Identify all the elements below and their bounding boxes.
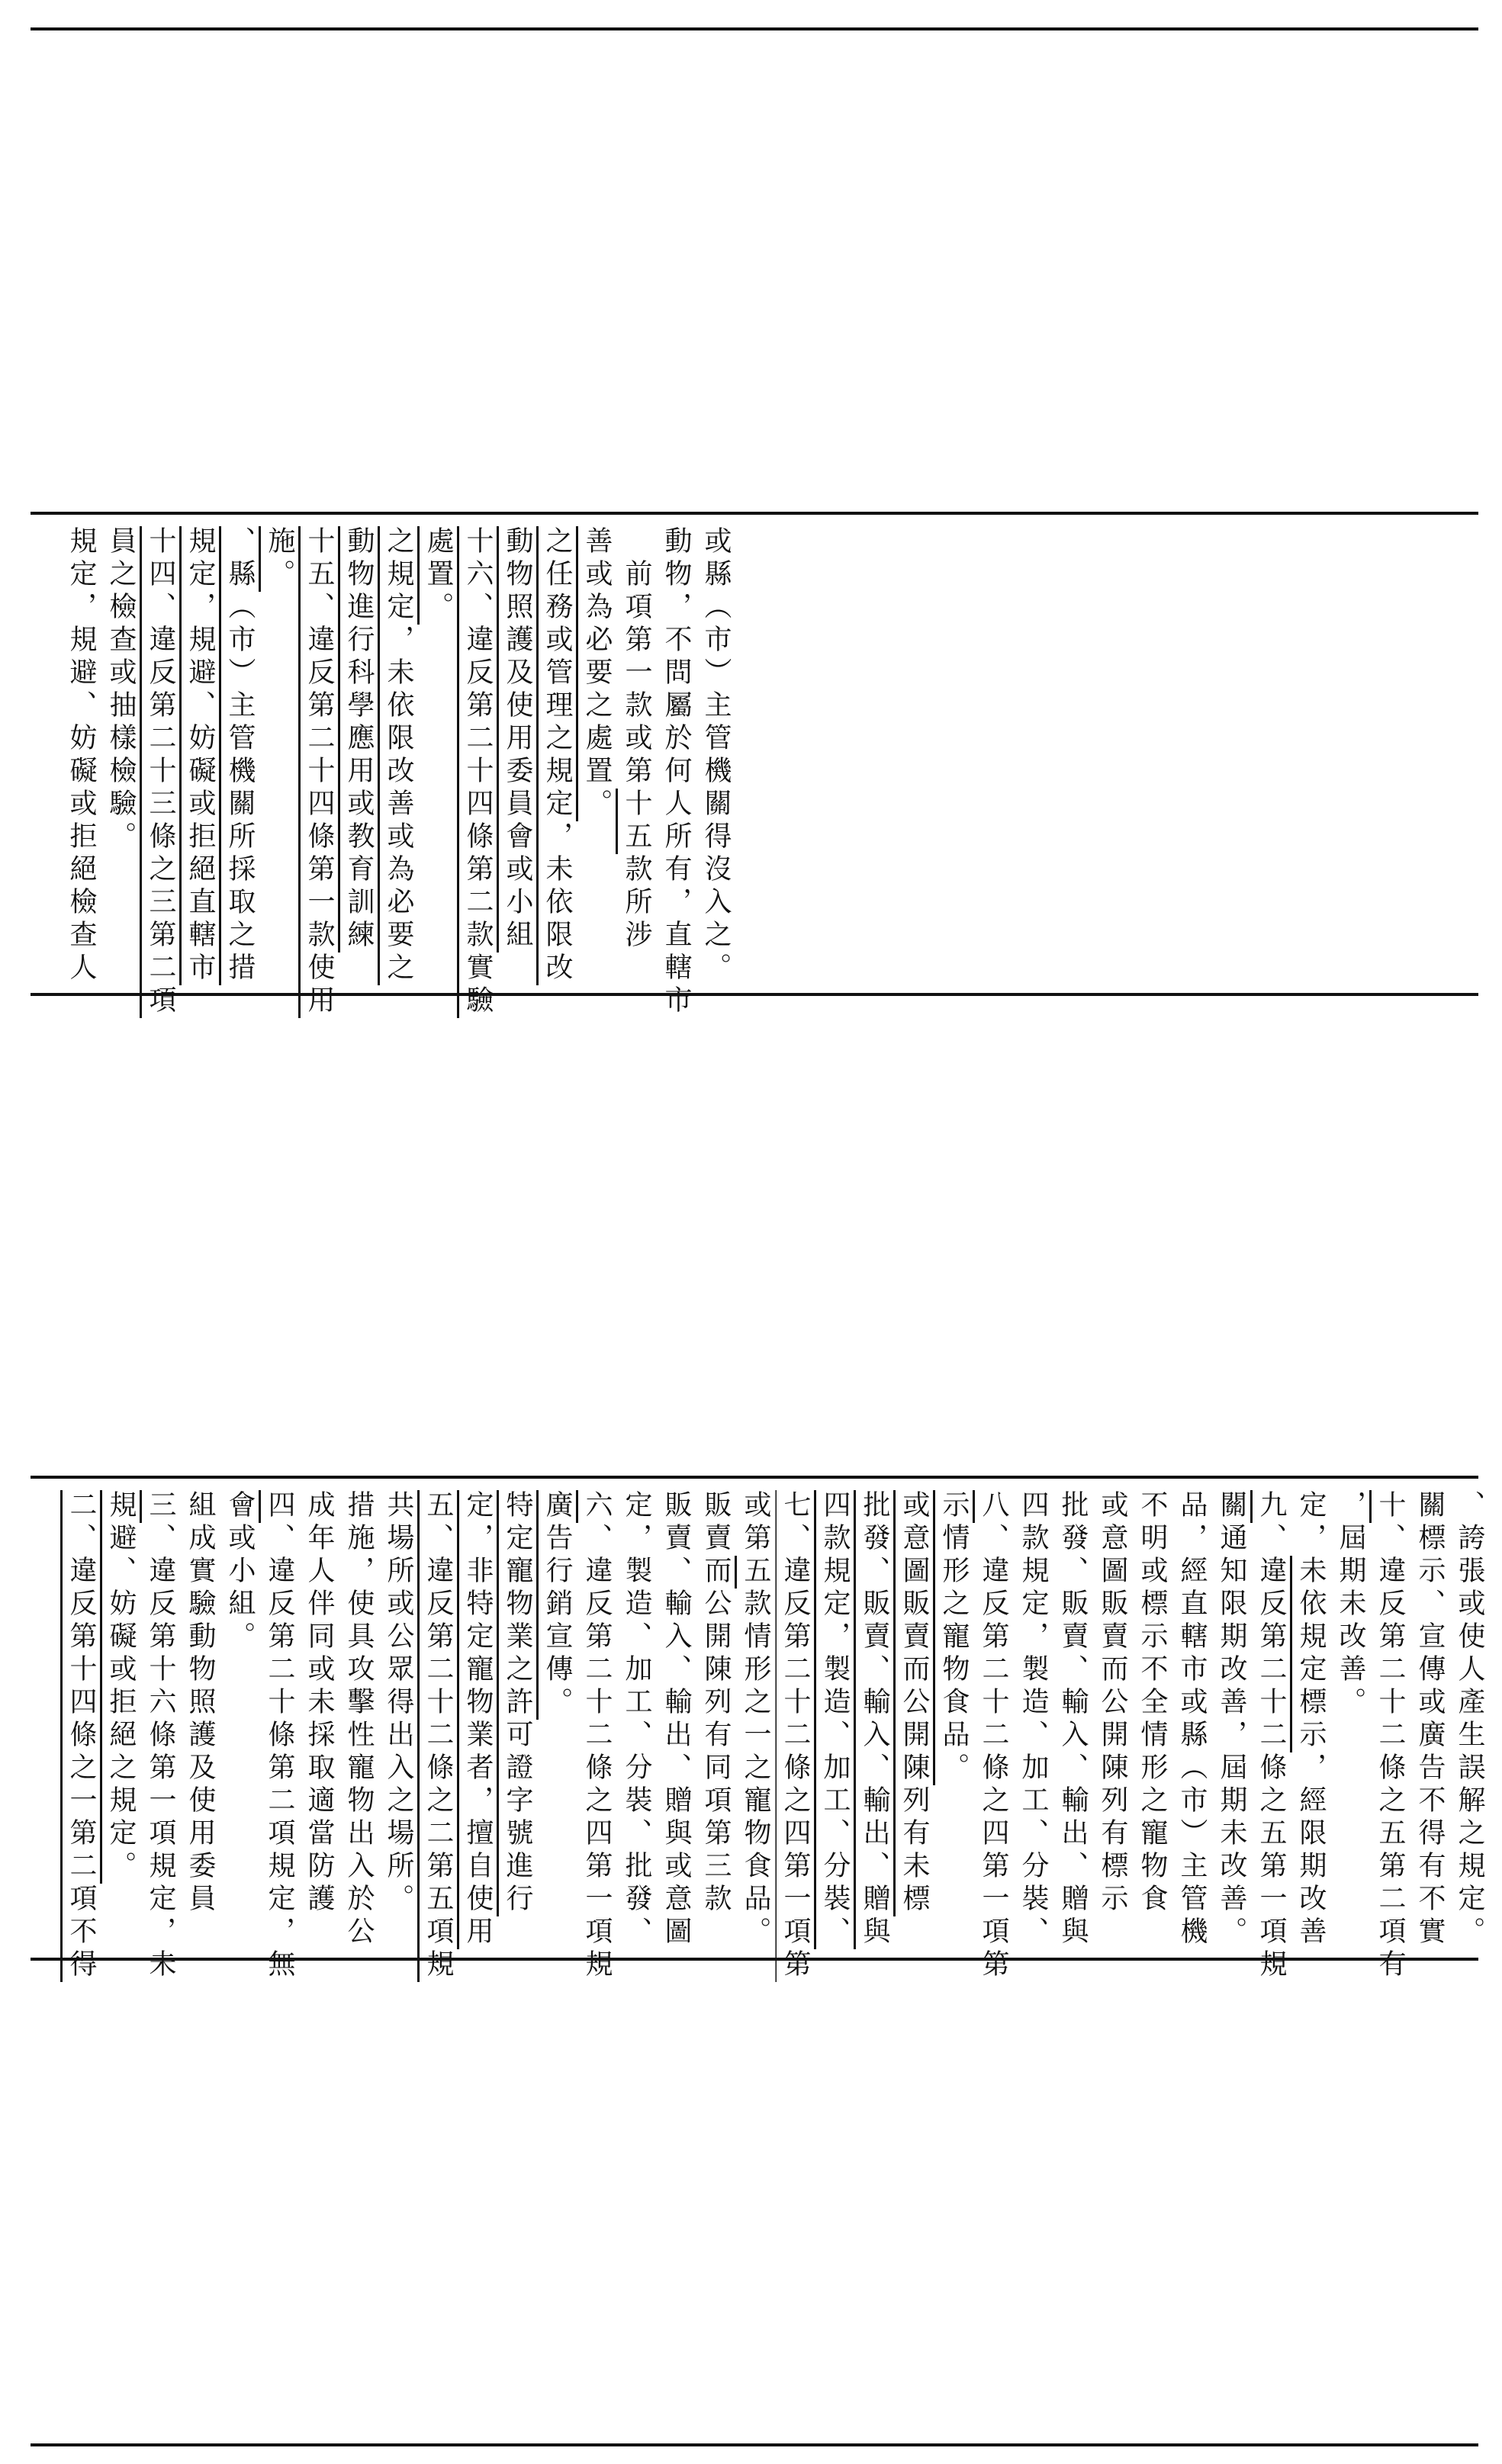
text-line (101, 1490, 140, 1948)
text-segment: 四款規定，製造、加工、分裝、 (1018, 1490, 1049, 1949)
text-segment: 八 (978, 1490, 1009, 1523)
text-segment: 未依規定標示 (1295, 1556, 1327, 1752)
text-line (418, 526, 458, 984)
upper-text-block (61, 526, 735, 1018)
text-line (775, 1490, 815, 1982)
text-line (1013, 1490, 1053, 1948)
text-segment: 、違反第二十二條之五第二項有 (1375, 1523, 1406, 1982)
text-line (497, 1490, 537, 1948)
text-line (1449, 1490, 1489, 1948)
text-line (894, 1490, 934, 1948)
text-line (418, 1490, 458, 1982)
lower-text-block (61, 1490, 1489, 1982)
text-segment: 不明或標示不全情形之寵物食 (1137, 1490, 1168, 1916)
text-line (378, 1490, 418, 1948)
text-segment: 動物照護及使用委員會或小組 (502, 526, 533, 953)
text-segment: 關通知限期改善，屆期未改善。 (1216, 1490, 1247, 1949)
text-segment: 規定，規避、妨礙或拒絕直轄市 (185, 526, 216, 985)
text-segment: 或第 (740, 1490, 771, 1556)
rule-top (31, 27, 1478, 31)
text-segment: 七、違反第二十二條之四第一項第 (780, 1490, 811, 1982)
text-segment: 品，經直轄市或縣（市）主管機 (1176, 1490, 1208, 1949)
text-line (1211, 1490, 1251, 1948)
text-segment: 二、違反第十四條之一第二項不得 (66, 1490, 97, 1982)
text-line (1291, 1490, 1330, 1948)
text-segment: 四 (264, 1490, 295, 1523)
text-line (259, 526, 299, 984)
text-line (101, 526, 140, 984)
text-segment: 前項第一款或第 (621, 526, 652, 789)
text-line (656, 526, 696, 1018)
text-segment: 善或為必要之處置。 (581, 526, 613, 821)
text-line (378, 526, 418, 984)
text-line (1132, 1490, 1172, 1948)
text-segment: 之規定，未依限改善或為必要之 (383, 526, 414, 985)
text-segment: 示情形之寵物食品。 (938, 1490, 970, 1785)
text-segment: 販賣、輸入、輸出、贈與或意圖 (661, 1490, 692, 1949)
text-segment: 之任務或管理之規定，未依限改 (542, 526, 573, 985)
text-segment: 款情形之一之寵物食品。 (740, 1589, 771, 1949)
text-segment: 特定寵物業之許可證字號進行 (502, 1490, 533, 1916)
text-segment: 五、違反第二十二條之二第五項規 (423, 1490, 454, 1982)
text-segment: 三 (145, 1490, 176, 1523)
text-line (537, 526, 577, 984)
text-segment: 處置。 (423, 526, 454, 625)
text-segment: 、違反第二十二條之五第一項規 (1256, 1523, 1287, 1982)
text-segment: 措施，使具攻擊性寵物出入於公 (343, 1490, 375, 1949)
text-line (220, 526, 259, 984)
text-segment: 、誇張或使人產生誤解之規定。 (1454, 1490, 1485, 1949)
text-segment: ，屆期未改善。 (1335, 1490, 1366, 1720)
lower-cell (31, 1490, 1485, 1982)
text-line (458, 1490, 497, 1948)
text-segment: 、違反第十六條第一項規定，未 (145, 1523, 176, 1982)
text-segment: 、違反第二十條第二項規定，無 (264, 1523, 295, 1982)
text-segment: 批發、販賣、輸入、輸出、贈與 (859, 1490, 890, 1949)
text-line (616, 526, 656, 984)
text-segment: 批發、販賣、輸入、輸出、贈與 (1057, 1490, 1089, 1949)
text-line (140, 526, 180, 1018)
text-segment: 販賣而公開陳列有同項第三款 (700, 1490, 732, 1916)
text-line (537, 1490, 577, 1948)
text-segment: 、違反第二十二條之四第一項規 (581, 1523, 613, 1982)
upper-cell (31, 526, 1478, 1018)
text-line (140, 1490, 180, 1982)
text-line (934, 1490, 973, 1948)
text-line (299, 1490, 339, 1948)
text-segment: 施。 (264, 526, 295, 592)
text-line (1053, 1490, 1092, 1948)
text-segment: 九 (1256, 1490, 1287, 1523)
text-line (815, 1490, 854, 1948)
text-segment: 或意圖販賣而公開陳列有標示 (1097, 1490, 1128, 1916)
text-segment: 規定，規避、妨礙或拒絕檢查人 (66, 526, 97, 985)
rule-bottom (31, 2443, 1478, 2446)
text-segment: 六 (581, 1490, 613, 1523)
text-line (220, 1490, 259, 1948)
text-segment: 、縣（市）主管機關所採取之措 (224, 526, 256, 985)
text-line (1330, 1490, 1370, 1948)
text-line (458, 526, 497, 1018)
text-line (696, 1490, 735, 1948)
rule-3 (31, 993, 1478, 996)
text-line (1251, 1490, 1291, 1982)
text-segment: 五 (740, 1556, 771, 1589)
text-segment: 動物進行科學應用或教育訓練 (343, 526, 375, 953)
text-line (735, 1490, 775, 1948)
text-segment: 動物，不問屬於何人所有，直轄市 (661, 526, 692, 1018)
text-line (1092, 1490, 1132, 1948)
text-line (1370, 1490, 1410, 1982)
text-segment: 成年人伴同或未採取適當防護 (304, 1490, 335, 1916)
text-line (854, 1490, 894, 1948)
text-segment: 關標示、宣傳或廣告不得有不實 (1414, 1490, 1446, 1949)
text-segment: 員之檢查或抽樣檢驗。 (105, 526, 137, 854)
text-segment: 定， (1295, 1490, 1327, 1556)
text-line (259, 1490, 299, 1982)
text-segment: 規避、妨礙或拒絕之規定。 (105, 1490, 137, 1884)
text-segment: 、違反第二十二條之四第一項第 (978, 1523, 1009, 1982)
text-line (616, 1490, 656, 1948)
text-segment: 組成實驗動物照護及使用委員 (185, 1490, 216, 1916)
text-segment: 會或小組。 (224, 1490, 256, 1654)
rule-2 (31, 512, 1478, 515)
text-line (577, 1490, 616, 1982)
text-line (1172, 1490, 1211, 1948)
text-segment: 款所涉 (621, 854, 652, 953)
text-line (656, 1490, 696, 1948)
text-segment: 十四、違反第二十三條之三第二項 (145, 526, 176, 1018)
text-line (180, 1490, 220, 1948)
text-line (973, 1490, 1013, 1982)
text-segment: 四款規定，製造、加工、分裝、 (819, 1490, 851, 1949)
text-segment: 共場所或公眾得出入之場所。 (383, 1490, 414, 1916)
text-line (339, 1490, 378, 1948)
text-line (696, 526, 735, 984)
text-line (61, 526, 101, 984)
text-segment: 或意圖販賣而公開陳列有未標 (899, 1490, 930, 1916)
text-segment: 或縣（市）主管機關得沒入之。 (700, 526, 732, 985)
text-line (339, 526, 378, 984)
text-segment: 定，製造、加工、分裝、批發、 (621, 1490, 652, 1949)
text-line (497, 526, 537, 984)
text-line (180, 526, 220, 984)
text-line (299, 526, 339, 1018)
text-segment: 十 (1375, 1490, 1406, 1523)
text-segment: 十六、違反第二十四條第二款實驗 (462, 526, 494, 1018)
text-segment: 廣告行銷宣傳。 (542, 1490, 573, 1720)
text-line (1410, 1490, 1449, 1948)
rule-4 (31, 1476, 1478, 1479)
text-segment: 十五、違反第二十四條第一款使用 (304, 526, 335, 1018)
text-segment: 定，非特定寵物業者，擅自使用 (462, 1490, 494, 1949)
text-segment: 十五 (621, 789, 652, 854)
text-segment: ，經限期改善 (1295, 1752, 1327, 1949)
text-line (61, 1490, 101, 1982)
text-line (577, 526, 616, 984)
